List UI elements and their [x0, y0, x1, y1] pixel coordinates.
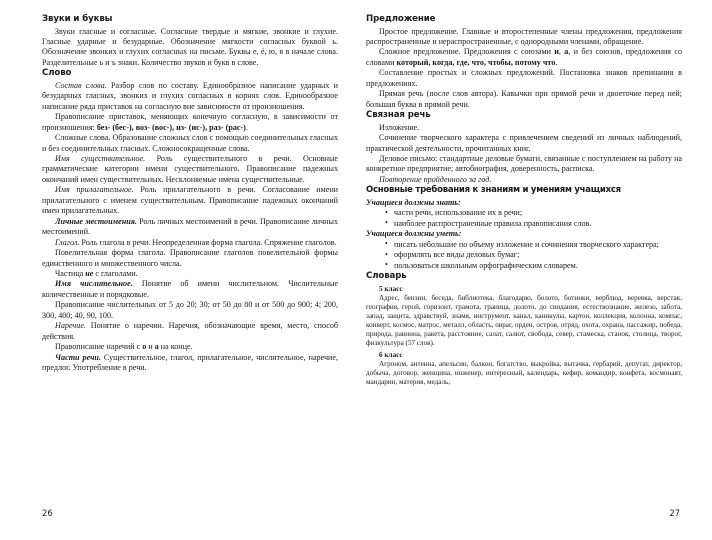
list-item: • пользоваться школьным орфографическим словарем.	[394, 261, 682, 271]
heading-slovar: Словарь	[366, 271, 407, 282]
heading-osnovnye-trebovaniya: Основные требования к знаниям и умениям учащихся	[366, 185, 621, 196]
term-sostav-slova: Состав слова.	[55, 80, 107, 90]
term-lichnye-mestoimeniya: Личные местоимения.	[55, 216, 137, 226]
example-prefixes: без- (бес-), воз- (вос-), из- (ис-), раз- (рас-)	[96, 122, 246, 132]
paragraph-narechiya-o-a: Правописание наречий с о и а на конце.	[55, 342, 193, 352]
list-dolzhny-znat	[366, 208, 682, 229]
list-item: • оформлять все виды деловых бумаг;	[394, 250, 682, 260]
list-dolzhny-umet	[366, 240, 682, 271]
paragraph-narechie: Наречие. Понятие о наречии. Наречия, обозначающие время, место, способ действия.	[42, 321, 338, 341]
subheading-dolzhny-umet: Учащиеся должны уметь:	[366, 229, 462, 239]
paragraph-chasti-rechi: Части речи. Существительное, глагол, прилагательное, числительное, наречие, предлог. Употребление в речи.	[42, 352, 338, 373]
list-item: • части речи, использование их в речи;	[394, 208, 682, 218]
paragraph-zvuki-1: Звуки гласные и согласные. Согласные твердые и мягкие, звонкие и глухие. Гласные ударные и безударные. Обозначение мягкости согласных буквой ь. Обозначение звонких и глухих согласных на письме. Буквы е, ё, ю, я в начале слова. Разделительные ь и ъ знаки. Количество звуков и букв в слове.	[42, 26, 338, 67]
paragraph-sochinenie: Сочинение творческого характера с привлечением сведений из личных наблюдений, практической деятельности, прочитанных книг.	[366, 133, 682, 153]
paragraph-slozhnye-slova: Сложные слова. Образование сложных слов с помощью соединительных гласных и без соединительных гласных. Сложносокращенные слова.	[42, 133, 338, 153]
grade-label-5: 5 класс	[379, 284, 403, 293]
wordlist-6-klass: Агроном, антенна, апельсин, балкон, богатство, выкройка, вытачка, гербарий, депутат, директор, добыча, договор, женщина, инженер, интересный, календарь, кефир, командир, конфета, космонавт, мандарин, материя, медаль,	[366, 359, 682, 386]
subheading-dolzhny-znat: Учащиеся должны знать:	[366, 197, 461, 207]
term-povtorenie: Повторение пройденного за год.	[379, 174, 492, 184]
paragraph-prilagatelnoe: Имя прилагательное. Роль прилагательного в речи. Согласование имени прилагательного с именем существительным. Правописание падежных окончаний имен прилагательных.	[42, 185, 338, 216]
paragraph-pristavki: Правописание приставок, меняющих конечную согласную, в зависимости от произношения: без- (бес-), воз- (вос-), из- (ис-), раз- (рас-).	[42, 112, 338, 132]
page-number-left: 26	[42, 508, 53, 518]
paragraph-pryamaya-rech: Прямая речь (после слов автора). Кавычки при прямой речи и двоеточие перед ней; большая буква в прямой речи.	[366, 89, 682, 109]
paragraph-pravopisanie-chislitelnyh: Правописание числительных от 5 до 20; 30; от 50 до 80 и от 500 до 900; 4; 200, 300, 400; 40, 90, 100.	[42, 300, 338, 320]
term-glagol: Глагол.	[55, 237, 80, 247]
paragraph-mestoimeniya: Личные местоимения. Роль личных местоимений в речи. Правописание личных местоимений.	[42, 216, 338, 237]
page-number-right: 27	[669, 508, 680, 518]
paragraph-chislitelnoe: Имя числительное. Понятие об имени числительном. Числительные количественные и порядковые.	[42, 279, 338, 299]
conj-a: а	[564, 47, 569, 57]
paragraph-sostav-slova: Состав слова. Разбор слов по составу. Единообразное написание ударных и безударных гласных, звонких и глухих согласных в корнях слов. Единообразное написание ряда приставок на согласную вне зависимости от произношения.	[42, 80, 338, 111]
wordlist-5-klass: Адрес, бензин, беседа, библиотека, благодарю, болото, ботинки, верблюд, веревка, верстак, география, герой, горизонт, грамота, граница, долото, до свидания, естествознание, железо, забота, запад, защита, здравствуй, знамя, инструмент, канал, каникулы, картон, коллекция, колонна, компас, конверт, космос, матрос, металл, область, овраг, орден, остров, отряд, охота, охрана, пассажир, победа, природа, равнина, ракета, расстояние, салат, салют, свобода, север, стамеска, станок, столица, творог, физкультура (57 слов).	[366, 293, 682, 347]
page-right	[356, 0, 712, 540]
term-imya-sushchestvitelnoe: Имя существительное.	[55, 153, 146, 163]
grade-label-6: 6 класс	[379, 350, 403, 359]
letter-o: о	[142, 342, 147, 352]
term-imya-prilagatelnoe: Имя прилагательное.	[55, 185, 134, 195]
paragraph-delovoe-pismo: Деловое письмо: стандартные деловые бумаги, связанные с поступлением на работу на конкретное предприятие; автобиография, доверенность, расписка.	[366, 153, 682, 174]
letter-a: а	[154, 342, 159, 352]
paragraph-chastitsa-ne: Частица не с глаголами.	[55, 268, 138, 278]
list-item: • писать небольшие по объему изложение и сочинения творческого характера;	[394, 240, 682, 250]
term-chasti-rechi: Части речи.	[55, 352, 101, 362]
left-column	[42, 14, 338, 374]
term-narechie: Наречие.	[55, 321, 86, 331]
term-chastitsa-ne: не	[85, 268, 94, 278]
heading-predlozhenie: Предложение	[366, 14, 436, 24]
heading-svyaznaya-rech: Связная речь	[366, 110, 431, 121]
paragraph-izlozhenie: Изложение.	[379, 122, 420, 132]
paragraph-povelitelnaya-forma: Повелительная форма глагола. Правописание глаголов повелительной формы единственного и множественного числа.	[42, 248, 338, 268]
list-item: • наиболее распространенные правила правописания слов.	[394, 219, 682, 229]
paragraph-povtorenie	[366, 175, 682, 185]
right-column	[366, 14, 682, 387]
conj-list: который, когда, где, что, чтобы, потому что	[396, 57, 556, 67]
paragraph-sushchestvitelnoe: Имя существительное. Роль существительного в речи. Основные грамматические категории имени существительного. Правописание падежных окончаний имен существительных. Несклоняемые имена существительные.	[42, 153, 338, 184]
paragraph-glagol: Глагол. Роль глагола в речи. Неопределенная форма глагола. Спряжение глаголов.	[55, 237, 337, 247]
conj-i: и	[554, 47, 559, 57]
paragraph-slozhnoe-predlozhenie: Сложное предложение. Предложения с союзами и, а, и без союзов, предложения со словами который, когда, где, что, чтобы, потому что.	[366, 47, 683, 67]
heading-zvuki-i-bukvy: Звуки и буквы	[42, 14, 113, 24]
term-imya-chislitelnoe: Имя числительное.	[55, 279, 133, 289]
paragraph-sostavlenie-predlozheniy: Составление простых и сложных предложений. Постановка знаков препинания в предложениях.	[366, 68, 682, 88]
paragraph-prostoe-predlozhenie: Простое предложение. Главные и второстепенные члены предложения, предложения распространенные и нераспространенные, с однородными членами, обращение.	[366, 26, 682, 46]
heading-slovo: Слово	[42, 68, 72, 79]
